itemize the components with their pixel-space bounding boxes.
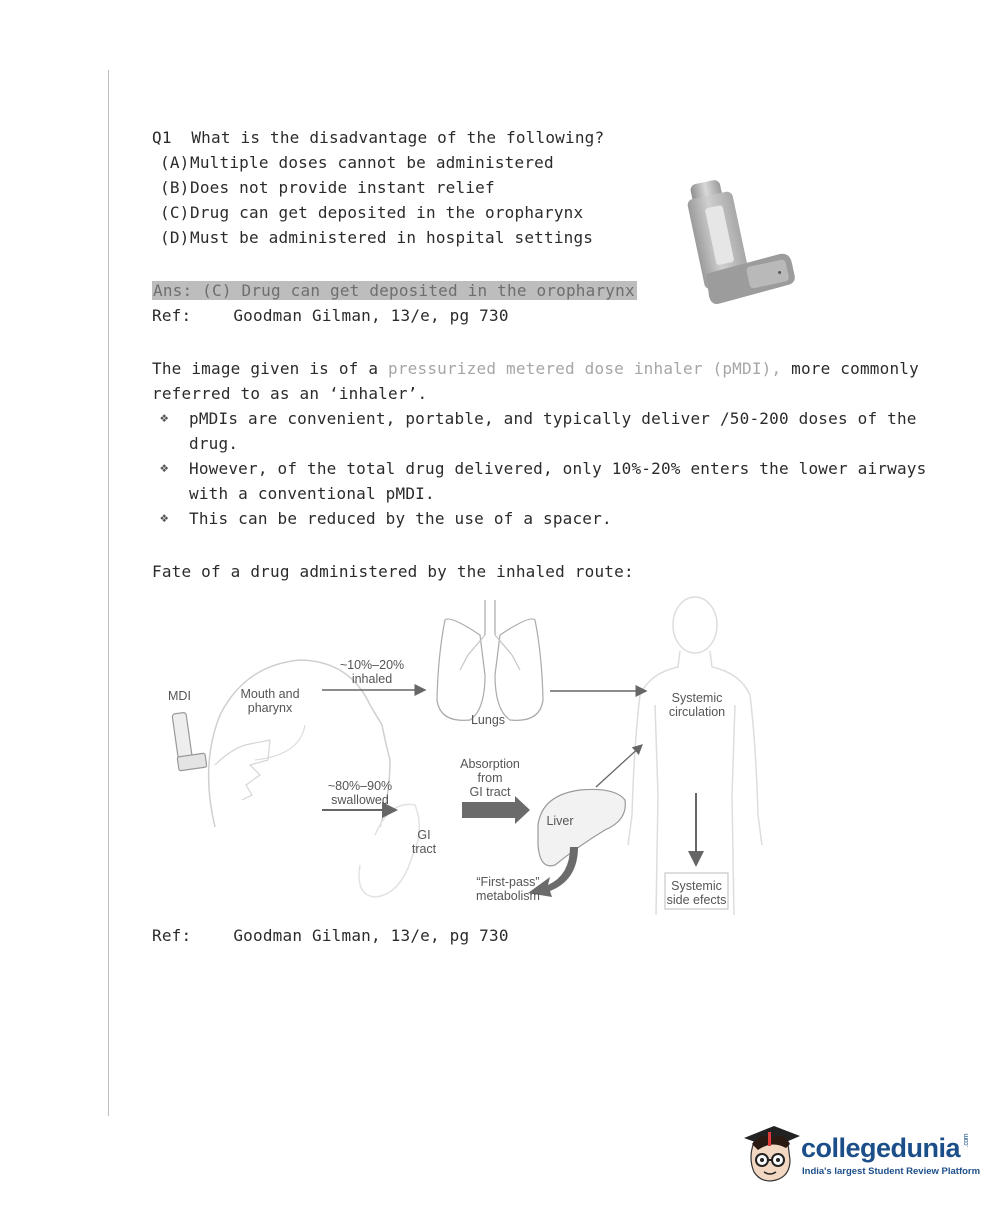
lungs-icon <box>437 600 543 720</box>
fate-heading: Fate of a drug administered by the inhaled route: <box>152 562 634 581</box>
bullet-1-line2: drug. <box>189 434 239 453</box>
option-text: Multiple doses cannot be administered <box>190 153 554 172</box>
option-letter: (C) <box>160 203 190 222</box>
question-number: Q1 <box>152 128 172 147</box>
option-letter: (B) <box>160 178 190 197</box>
side-effects-label <box>665 879 728 907</box>
page-margin-line <box>108 70 109 1116</box>
question-line <box>152 128 604 148</box>
bullet-2-line2: with a conventional pMDI. <box>189 484 435 503</box>
side-effects-label-line2: side efects <box>666 893 727 907</box>
systemic-label-line2: circulation <box>668 705 726 719</box>
absorption-label-line1: Absorption <box>460 757 520 771</box>
mouth-label-line1: Mouth and <box>240 687 300 701</box>
systemic-label-line1: Systemic <box>671 691 723 705</box>
intro-post: more commonly <box>781 359 919 378</box>
mouth-label <box>232 687 308 715</box>
inhaled-label <box>330 658 414 686</box>
intro-highlight: pressurized metered dose inhaler (pMDI), <box>388 359 782 378</box>
logo-wordmark <box>801 1133 973 1164</box>
answer-line <box>152 281 637 301</box>
liver-label: Liver <box>546 814 574 828</box>
option-b <box>160 178 495 198</box>
inhaled-label-line1: ~10%–20% <box>339 658 405 672</box>
gi-tract-label <box>404 828 444 856</box>
explanation-intro <box>152 359 919 379</box>
reference-1 <box>152 306 509 326</box>
liver-to-circulation-arrow <box>596 745 642 787</box>
answer-highlight: Ans: (C) Drug can get deposited in the oropharynx <box>153 281 635 300</box>
mdi-label: MDI <box>168 689 191 703</box>
gi-label-line2: tract <box>411 842 437 856</box>
swallowed-label-line2: swallowed <box>331 793 389 807</box>
diamond-bullet-icon: ❖ <box>160 510 169 526</box>
swallowed-label <box>322 779 398 807</box>
option-text: Must be administered in hospital settings <box>190 228 594 247</box>
reference-text: Goodman Gilman, 13/e, pg 730 <box>233 306 509 325</box>
bullet-3-line1: This can be reduced by the use of a spacer. <box>189 509 612 528</box>
graduate-mascot-icon <box>740 1118 802 1188</box>
first-pass-label-line1: “First-pass” <box>476 875 540 889</box>
question-text: What is the disadvantage of the following? <box>191 128 605 147</box>
intro-pre: The image given is of a <box>152 359 388 378</box>
diamond-bullet-icon: ❖ <box>160 410 169 426</box>
option-text: Does not provide instant relief <box>190 178 495 197</box>
mouth-label-line2: pharynx <box>247 701 293 715</box>
absorption-label <box>456 757 524 799</box>
swallowed-label-line1: ~80%–90% <box>327 779 393 793</box>
first-pass-label <box>470 875 546 903</box>
option-text: Drug can get deposited in the oropharynx <box>190 203 584 222</box>
reference-2 <box>152 926 509 946</box>
reference-label: Ref: <box>152 306 192 325</box>
logo-suffix: .com <box>963 1133 971 1148</box>
explanation-intro-line2: referred to as an ‘inhaler’. <box>152 384 428 403</box>
reference-text: Goodman Gilman, 13/e, pg 730 <box>233 926 509 945</box>
inhaler-image-icon <box>680 170 805 310</box>
option-d <box>160 228 593 248</box>
absorption-label-line2: from <box>477 771 503 785</box>
systemic-circulation-label <box>660 691 734 719</box>
option-a <box>160 153 554 173</box>
absorption-label-line3: GI tract <box>469 785 511 799</box>
option-letter: (A) <box>160 153 190 172</box>
mdi-device-icon <box>172 712 207 771</box>
logo-tagline: India's largest Student Review Platform <box>802 1166 981 1177</box>
logo-name: collegedunia <box>801 1133 961 1163</box>
bullet-2-line1: However, of the total drug delivered, only 10%-20% enters the lower airways <box>189 459 927 478</box>
side-effects-label-line1: Systemic <box>671 879 722 893</box>
gi-label-line1: GI <box>417 828 431 842</box>
bullet-1-line1: pMDIs are convenient, portable, and typically deliver /50-200 doses of the <box>189 409 917 428</box>
reference-label: Ref: <box>152 926 192 945</box>
human-body-outline <box>628 597 762 915</box>
option-letter: (D) <box>160 228 190 247</box>
diamond-bullet-icon: ❖ <box>160 460 169 476</box>
option-c <box>160 203 583 223</box>
lungs-label: Lungs <box>470 713 506 727</box>
first-pass-label-line2: metabolism <box>476 889 540 903</box>
mouth-outline <box>215 740 270 800</box>
absorption-arrow <box>462 796 530 824</box>
inhaled-label-line2: inhaled <box>351 672 393 686</box>
